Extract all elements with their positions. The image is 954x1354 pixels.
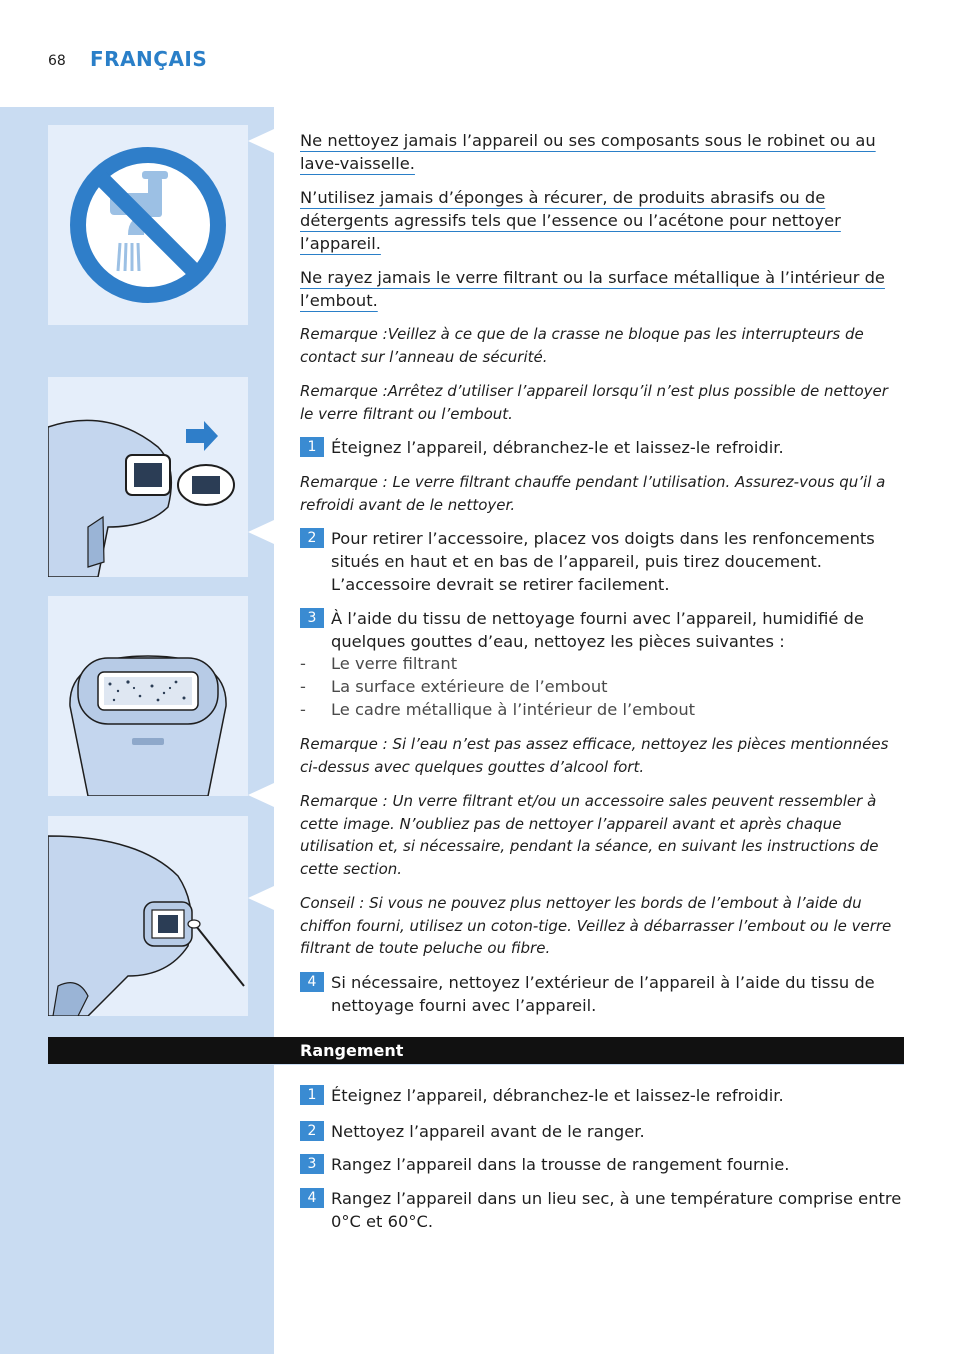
note: Remarque : Le verre filtrant chauffe pendant l’utilisation. Assurez-vous qu’il a refroidi avant de le nettoyer. [300,473,886,514]
step-text: Nettoyez l’appareil avant de le ranger. [331,1122,645,1141]
step-text: Éteignez l’appareil, débranchez-le et laissez-le refroidir. [331,1086,784,1105]
illustration-cotton-swab [48,816,248,1016]
section-divider [48,1064,904,1065]
arrow-right-icon [184,419,220,453]
cotton-swab-illustration [48,816,248,1016]
step-text: À l’aide du tissu de nettoyage fourni avec l’appareil, humidifié de quelques gouttes d’eau, nettoyez les pièces suivantes : [331,609,864,651]
paragraph: Ne nettoyez jamais l’appareil ou ses composants sous le robinet ou au lave-vaisselle. [300,131,876,173]
step-text: Si nécessaire, nettoyez l’extérieur de l’appareil à l’aide du tissu de nettoyage fourni avec l’appareil. [331,973,875,1015]
dirty-filter-illustration [48,596,248,796]
step-text: Rangez l’appareil dans la trousse de rangement fournie. [331,1155,790,1174]
note: Remarque :Arrêtez d’utiliser l’appareil lorsqu’il n’est plus possible de nettoyer le verre filtrant ou l’embout. [300,382,888,423]
step-number: 3 [300,608,324,628]
note: Remarque : Un verre filtrant et/ou un accessoire sales peuvent ressembler à cette image. N’oubliez pas de nettoyer l’appareil avant et après chaque utilisation et, si nécessaire, pendant la séance, en suivant les instructions de cette section. [300,792,879,878]
step-number: 1 [300,437,324,457]
step-number: 2 [300,1121,324,1141]
device-attachment-illustration [48,377,248,577]
section-title: Rangement [300,1041,404,1060]
illustration-dirty-filter [48,596,248,796]
sidebar-notch [248,886,274,910]
language-heading: FRANÇAIS [90,47,208,71]
step-text: Pour retirer l’accessoire, placez vos doigts dans les renfoncements situés en haut et en bas de l’appareil, puis tirez doucement. L’accessoire devrait se retirer facilement. [331,529,875,594]
step-text: Rangez l’appareil dans un lieu sec, à une température comprise entre 0°C et 60°C. [331,1189,902,1231]
step-number: 1 [300,1085,324,1105]
step-number: 4 [300,972,324,992]
note: Remarque : Si l’eau n’est pas assez efficace, nettoyez les pièces mentionnées ci-dessus avec quelques gouttes d’alcool fort. [300,735,889,776]
sidebar-notch [248,129,274,153]
step-number: 4 [300,1188,324,1208]
sidebar-notch [248,520,274,544]
paragraph: Ne rayez jamais le verre filtrant ou la surface métallique à l’intérieur de l’embout. [300,268,885,310]
sidebar-notch [248,783,274,807]
page-number: 68 [48,53,66,69]
step-number: 3 [300,1154,324,1174]
section-heading-bar [48,1037,904,1064]
note: Remarque :Veillez à ce que de la crasse ne bloque pas les interrupteurs de contact sur l’anneau de sécurité. [300,325,864,366]
illustration-remove-attachment [48,377,248,577]
step-number: 2 [300,528,324,548]
note: Conseil : Si vous ne pouvez plus nettoyer les bords de l’embout à l’aide du chiffon fourni, utilisez un coton-tige. Veillez à débarrasser l’embout ou le verre filtrant de toute peluche ou fibre. [300,894,892,957]
step-text: Éteignez l’appareil, débranchez-le et laissez-le refroidir. [331,438,784,457]
illustration-no-water [48,125,248,325]
paragraph: N’utilisez jamais d’éponges à récurer, de produits abrasifs ou de détergents agressifs tels que l’essence ou l’acétone pour nettoyer l’appareil. [300,188,841,253]
no-water-tap-icon [48,125,248,325]
